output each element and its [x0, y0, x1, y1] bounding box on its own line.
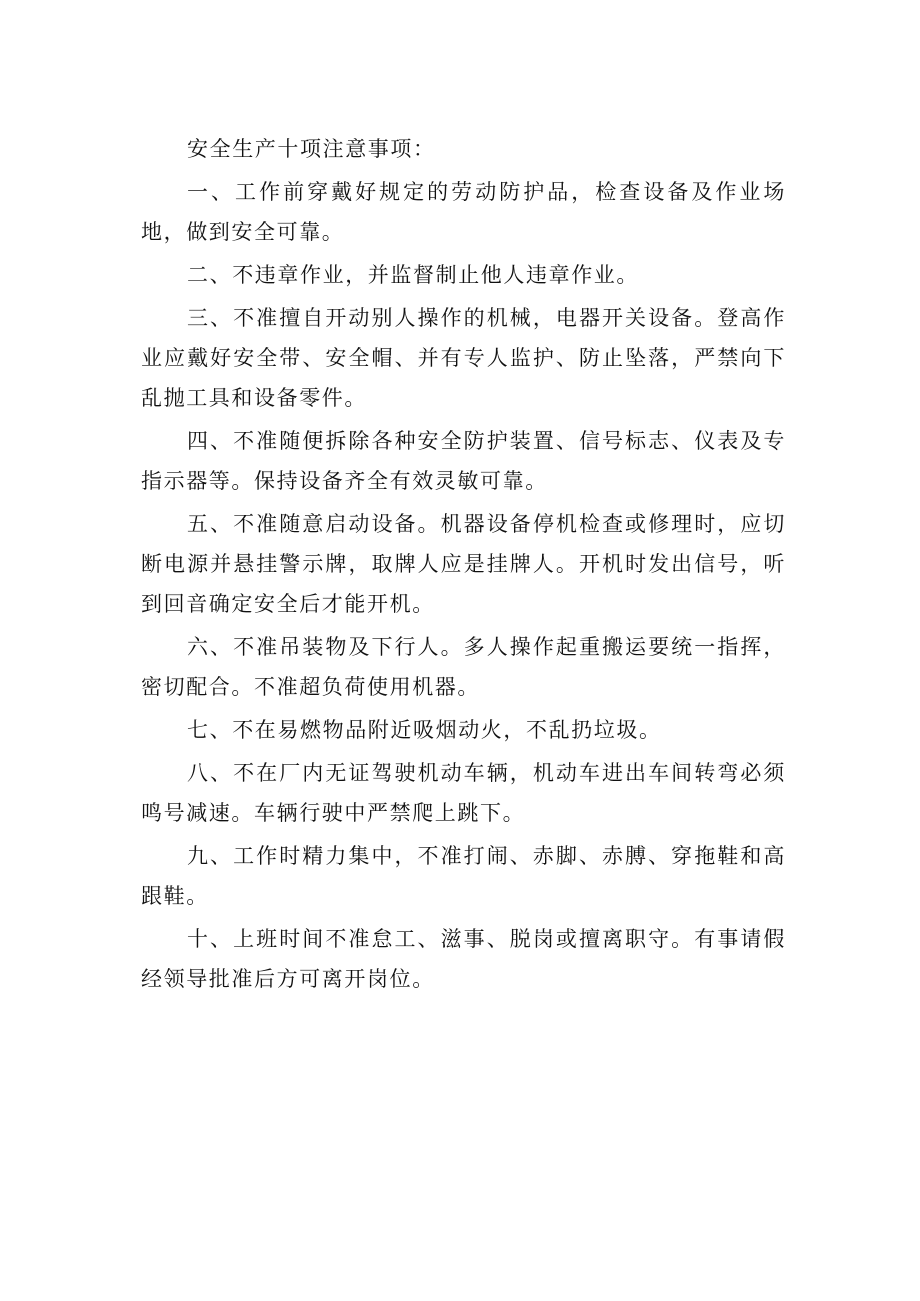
rule-item-1: 一、工作前穿戴好规定的劳动防护品，检查设备及作业场地，做到安全可靠。 [141, 180, 786, 244]
rule-item-6: 六、不准吊装物及下行人。多人操作起重搬运要统一指挥，密切配合。不准超负荷使用机器。 [141, 635, 786, 699]
rule-item-7: 七、不在易燃物品附近吸烟动火，不乱扔垃圾。 [187, 718, 662, 742]
document-heading: 安全生产十项注意事项： [187, 137, 436, 161]
rule-item-9: 九、工作时精力集中，不准打闹、赤脚、赤膊、穿拖鞋和高跟鞋。 [141, 844, 786, 908]
rule-item-4: 四、不准随便拆除各种安全防护装置、信号标志、仪表及专指示器等。保持设备齐全有效灵敏可靠。 [141, 429, 786, 493]
document-body [141, 129, 786, 1002]
rule-item-3: 三、不准擅自开动别人操作的机械，电器开关设备。登高作业应戴好安全带、安全帽、并有专人监护、防止坠落，严禁向下乱抛工具和设备零件。 [141, 306, 786, 410]
rule-item-2: 二、不违章作业，并监督制止他人违章作业。 [187, 263, 639, 287]
rule-item-5: 五、不准随意启动设备。机器设备停机检查或修理时，应切断电源并悬挂警示牌，取牌人应是挂牌人。开机时发出信号，听到回音确定安全后才能开机。 [141, 512, 786, 616]
rule-item-10: 十、上班时间不准怠工、滋事、脱岗或擅离职守。有事请假经领导批准后方可离开岗位。 [141, 927, 786, 991]
rule-item-8: 八、不在厂内无证驾驶机动车辆，机动车进出车间转弯必须鸣号减速。车辆行驶中严禁爬上跳下。 [141, 761, 786, 825]
